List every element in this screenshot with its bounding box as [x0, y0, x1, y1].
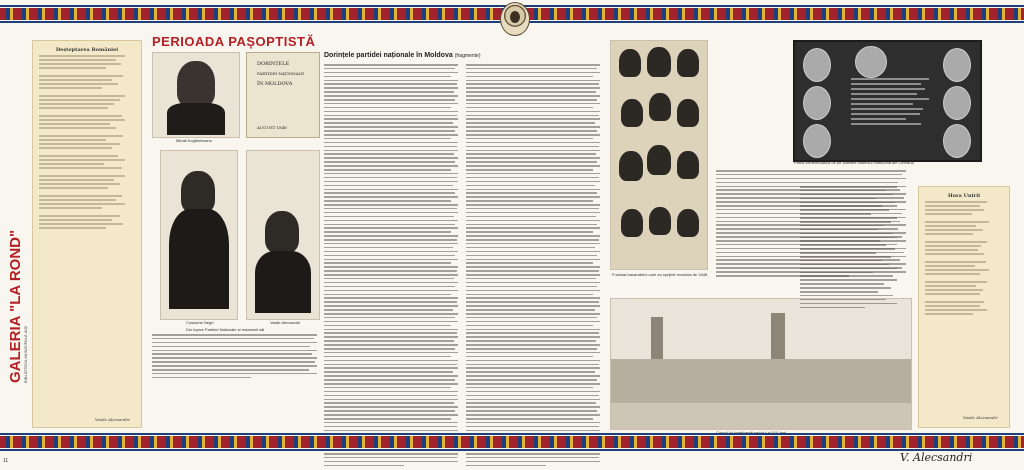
poem-title: Deșteptarea României: [55, 47, 119, 53]
signature: V. Alecsandri: [900, 451, 973, 464]
right-poem-title: Hora Unirii: [947, 193, 980, 199]
alecsandri-photo: [246, 150, 320, 320]
document-cover: DORINȚELE PARTIDEI NAȚIONALE ÎN MOLDOVA AUGUST 1848: [246, 52, 320, 138]
caption-portraits: Fruntași basarabeni care au sprijinit revoluția de 1848: [612, 272, 708, 277]
poem-author: Vasile Alecsandri: [95, 417, 130, 422]
kogalniceanu-photo: [152, 52, 240, 138]
article-column-2: [466, 64, 600, 469]
negri-photo: [160, 150, 238, 320]
middle-poem-text: [800, 186, 908, 311]
right-poem-panel: [918, 186, 1010, 428]
gallery-logo: [5, 229, 35, 388]
border-line: [0, 433, 1024, 435]
caption-plaque: Placa comemorativă de pe clădirea hotelului Harmonia din Cernăuți: [794, 160, 914, 165]
border-line: [0, 449, 1024, 451]
logo-subtitle: BIBLIOTECA MUNICIPALĂ IAȘI: [23, 325, 28, 383]
article-title: Dorințele partidei naționale în Moldova (fragmente): [324, 52, 481, 59]
caption-cover: Din topice Partidei Naționale și redactorii săi: [186, 327, 265, 332]
right-poem-author: Vasile Alecsandri: [963, 415, 998, 420]
bottom-ornament-border: [0, 436, 1024, 448]
commemorative-plaque: [793, 40, 982, 162]
caption-kogalniceanu: Mihail Kogălniceanu: [176, 138, 212, 143]
portrait-medallion: [500, 2, 530, 36]
page-title: PERIOADA PAȘOPTISTĂ: [152, 34, 316, 49]
caption-negri: Costache Negri: [186, 320, 214, 325]
page-number: 11: [3, 458, 9, 464]
article-column-1: [324, 64, 458, 469]
street-scene-image: [610, 298, 912, 430]
logo-text: GALERIA "LA ROND": [7, 229, 24, 383]
caption-alecsandri: Vasile Alecsandri: [270, 320, 301, 325]
left-poem-panel: [32, 40, 142, 428]
poem-text: [39, 55, 135, 231]
intro-text: [152, 334, 317, 381]
group-portraits: [610, 40, 708, 270]
